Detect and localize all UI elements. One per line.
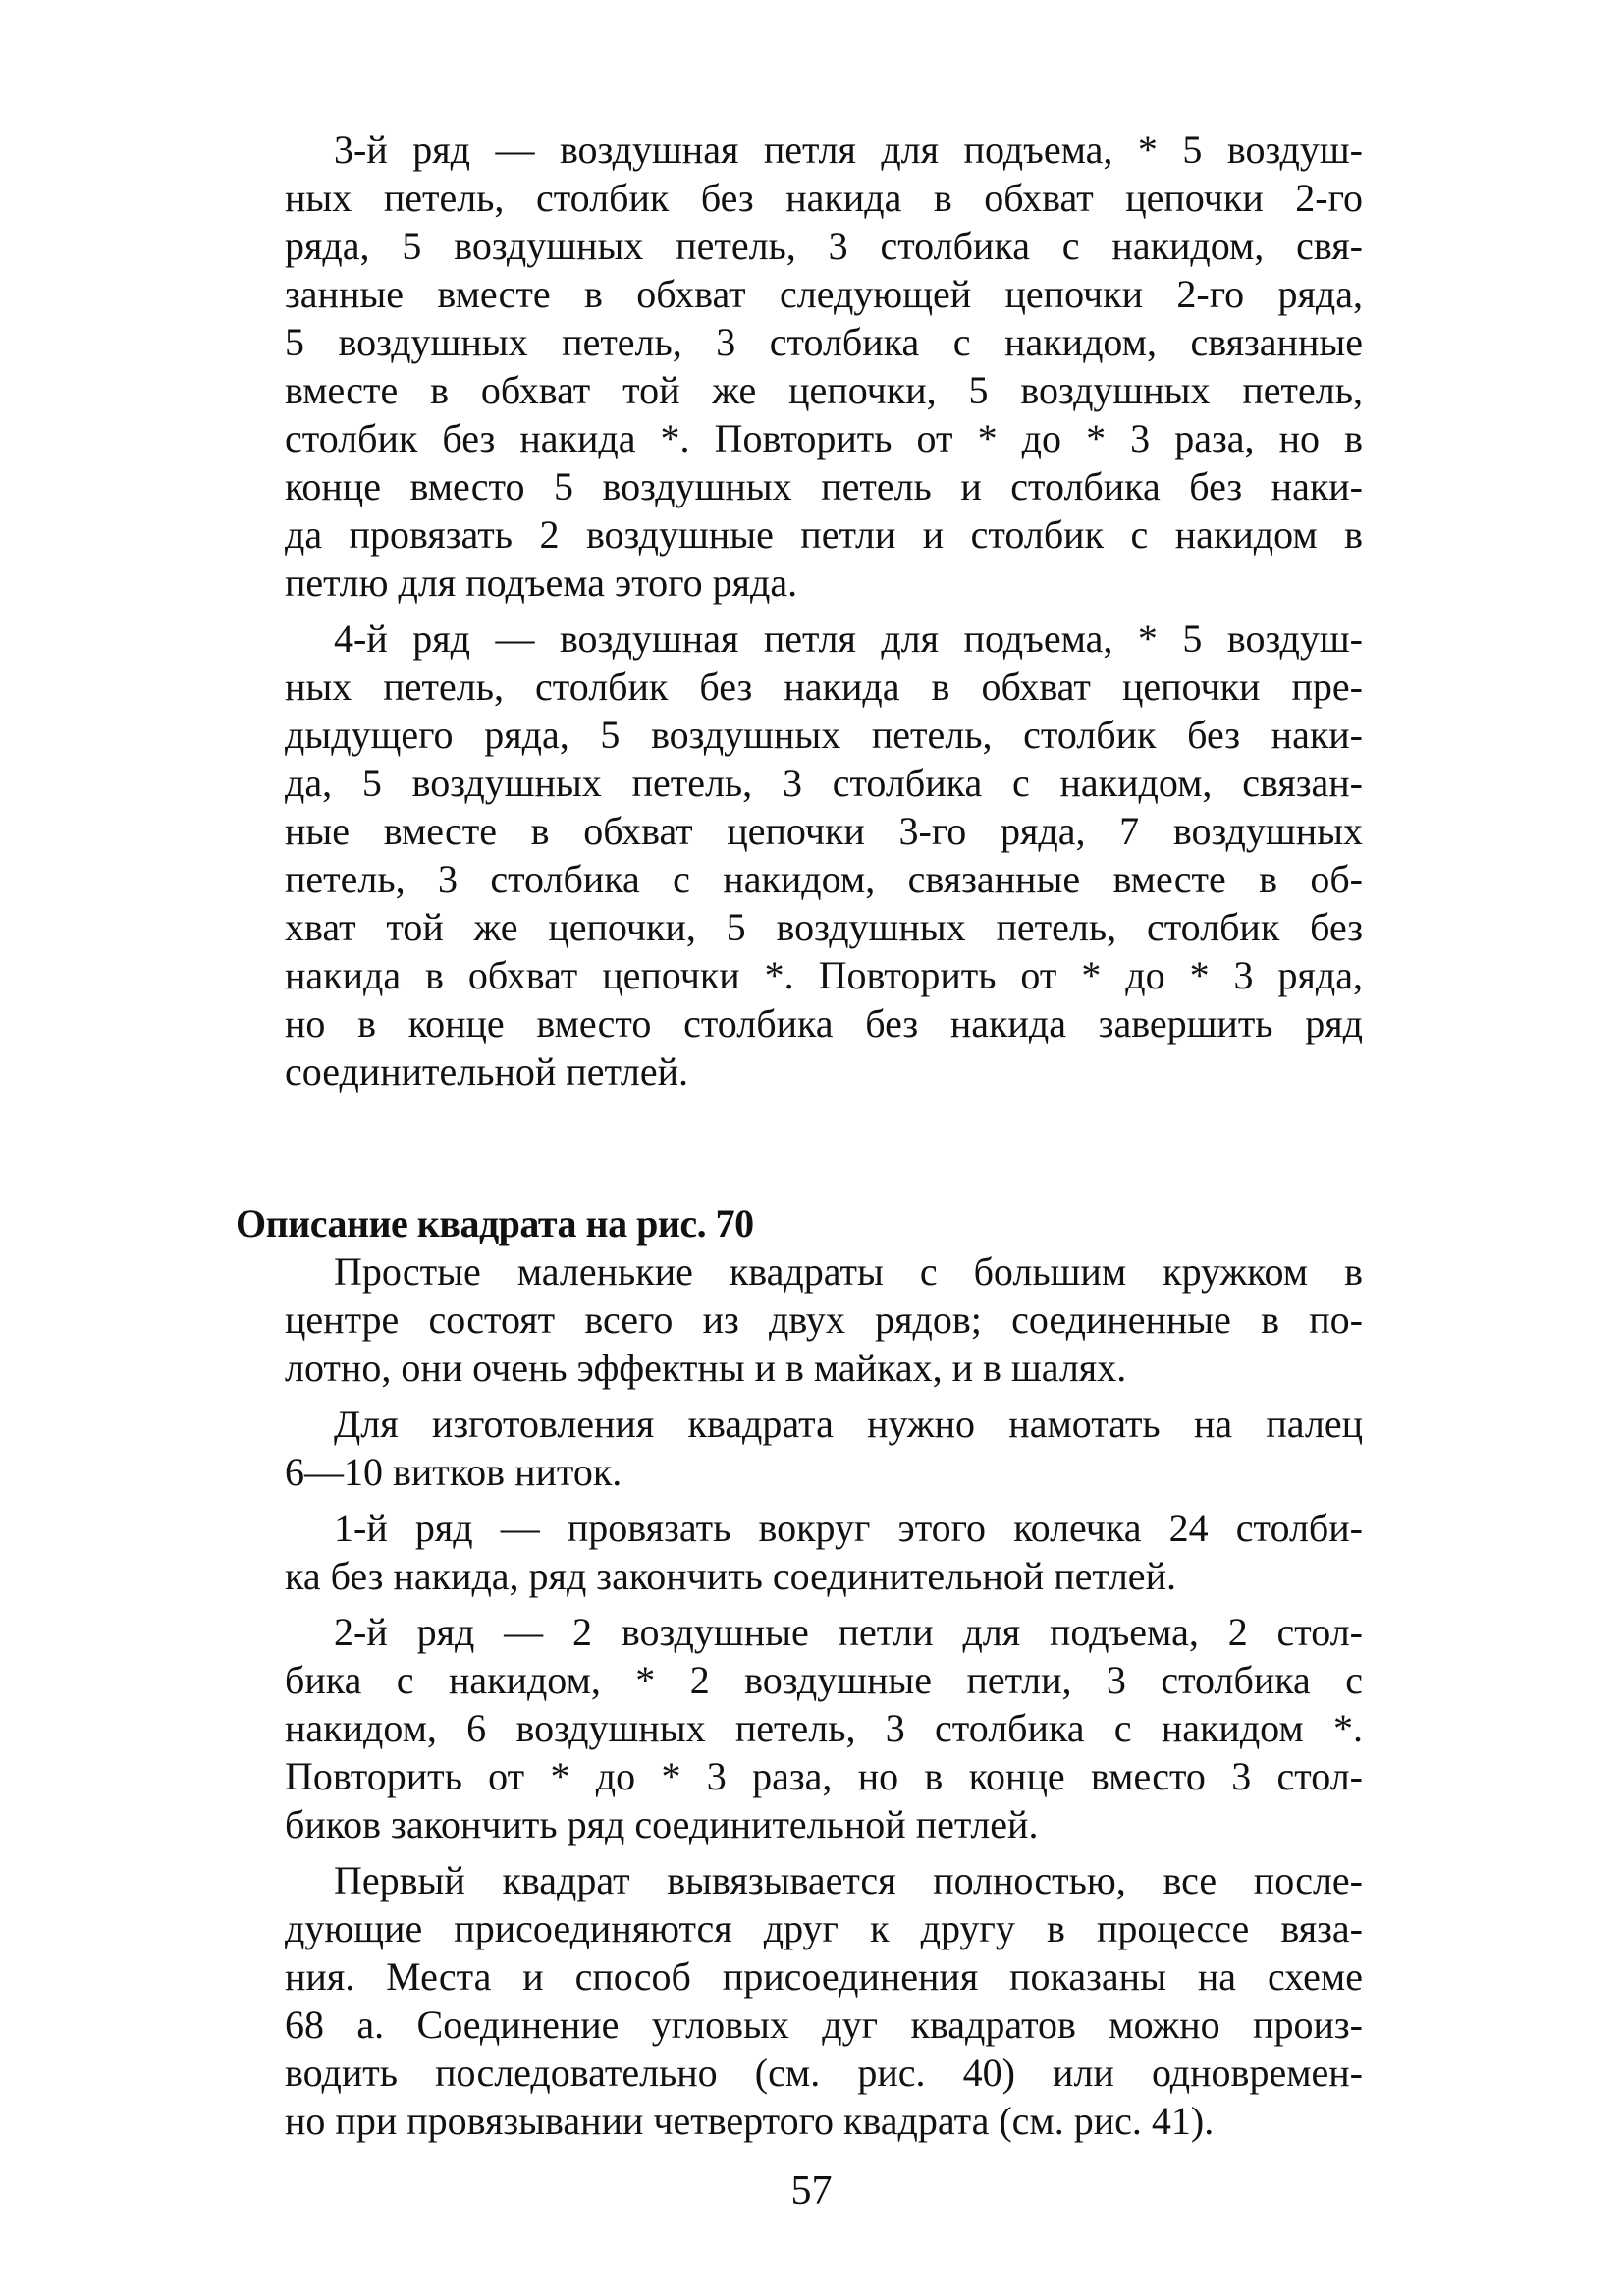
text-line: 6—10 витков ниток.	[285, 1450, 622, 1494]
text-line: лотно, они очень эффектны и в майках, и в шалях.	[285, 1346, 1127, 1390]
paragraph-row-1	[236, 1504, 1363, 1600]
text-line: 1-й ряд — провязать вокруг этого колечка 24 столби-	[334, 1506, 1363, 1550]
text-line: столбик без накида *. Повторить от * до * 3 раза, но в	[285, 416, 1363, 460]
paragraph-preparation	[236, 1400, 1363, 1496]
text-line: конце вместо 5 воздушных петель и столбика без наки-	[285, 464, 1363, 508]
text-line: бика с накидом, * 2 воздушные петли, 3 столбика с	[285, 1658, 1363, 1702]
text-line: водить последовательно (см. рис. 40) или одновремен-	[285, 2051, 1363, 2095]
text-line: ка без накида, ряд закончить соединительной петлей.	[285, 1554, 1176, 1598]
text-line: центре состоят всего из двух рядов; соединенные в по-	[285, 1298, 1363, 1342]
text-line: занные вместе в обхват следующей цепочки 2-го ряда,	[285, 272, 1363, 316]
text-line: ряда, 5 воздушных петель, 3 столбика с накидом, свя-	[285, 224, 1363, 268]
text-line: вместе в обхват той же цепочки, 5 воздушных петель,	[285, 368, 1363, 412]
text-line: соединительной петлей.	[285, 1049, 689, 1094]
text-line: биков закончить ряд соединительной петлей.	[285, 1802, 1039, 1846]
text-line: Простые маленькие квадраты с большим кружком в	[334, 1250, 1363, 1294]
text-block-bottom	[236, 1248, 1363, 2153]
text-line: да, 5 воздушных петель, 3 столбика с накидом, связан-	[285, 761, 1363, 805]
text-line: Для изготовления квадрата нужно намотать на палец	[334, 1402, 1363, 1446]
text-line: хват той же цепочки, 5 воздушных петель, столбик без	[285, 905, 1363, 949]
text-line: петель, 3 столбика с накидом, связанные вместе в об-	[285, 857, 1363, 901]
text-line: накидом, 6 воздушных петель, 3 столбика с накидом *.	[285, 1706, 1363, 1750]
text-line: ных петель, столбик без накида в обхват цепочки 2-го	[285, 176, 1363, 220]
paragraph-row-3	[236, 126, 1363, 607]
text-line: накида в обхват цепочки *. Повторить от * до * 3 ряда,	[285, 953, 1363, 997]
text-line: Повторить от * до * 3 раза, но в конце вместо 3 стол-	[285, 1754, 1363, 1798]
paragraph-row-2	[236, 1608, 1363, 1848]
section-heading: Описание квадрата на рис. 70	[236, 1201, 754, 1246]
text-line: ния. Места и способ присоединения показаны на схеме	[285, 1954, 1363, 1999]
text-line: но при провязывании четвертого квадрата (см. рис. 41).	[285, 2099, 1215, 2143]
text-line: ные вместе в обхват цепочки 3-го ряда, 7 воздушных	[285, 809, 1363, 853]
text-line: дыдущего ряда, 5 воздушных петель, столбик без наки-	[285, 713, 1363, 757]
text-block-top	[236, 126, 1363, 1103]
paragraph-intro	[236, 1248, 1363, 1392]
text-line: Первый квадрат вывязывается полностью, все после-	[334, 1858, 1363, 1902]
text-line: дующие присоединяются друг к другу в процессе вяза-	[285, 1906, 1363, 1950]
text-line: 68 а. Соединение угловых дуг квадратов можно произ-	[285, 2002, 1363, 2047]
paragraph-joining	[236, 1856, 1363, 2145]
text-line: 4-й ряд — воздушная петля для подъема, * 5 воздуш-	[334, 616, 1363, 661]
text-line: петлю для подъема этого ряда.	[285, 561, 798, 605]
text-line: 2-й ряд — 2 воздушные петли для подъема, 2 стол-	[334, 1610, 1363, 1654]
text-line: да провязать 2 воздушные петли и столбик с накидом в	[285, 512, 1363, 557]
page-number: 57	[790, 2168, 833, 2214]
text-line: 3-й ряд — воздушная петля для подъема, * 5 воздуш-	[334, 128, 1363, 172]
text-line: ных петель, столбик без накида в обхват цепочки пре-	[285, 665, 1363, 709]
paragraph-row-4	[236, 614, 1363, 1095]
text-line: 5 воздушных петель, 3 столбика с накидом, связанные	[285, 320, 1363, 364]
text-line: но в конце вместо столбика без накида завершить ряд	[285, 1001, 1363, 1045]
